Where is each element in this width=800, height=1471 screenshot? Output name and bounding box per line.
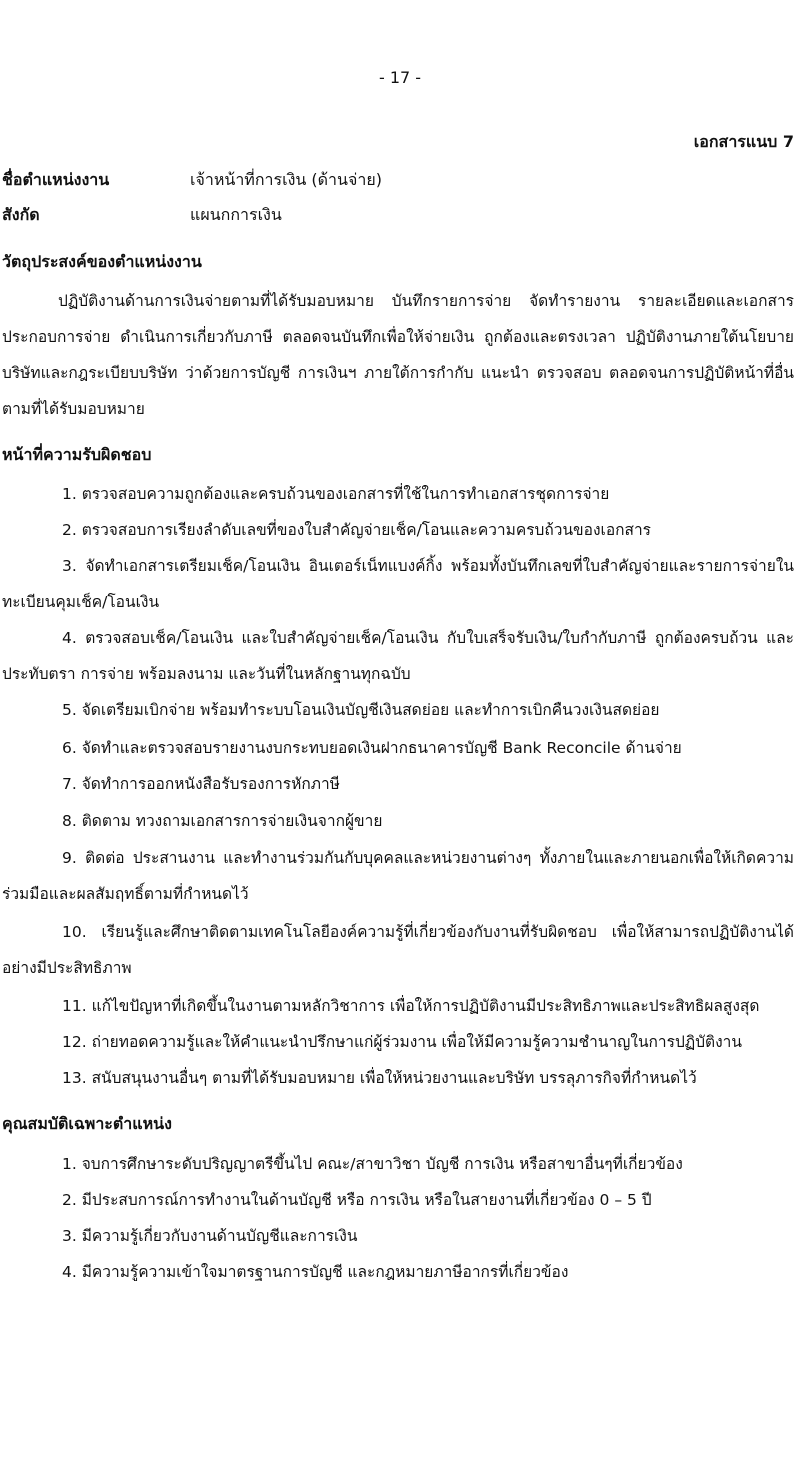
duty-item: 7. จัดทำการออกหนังสือรับรองการหักภาษี xyxy=(62,775,340,793)
duty-item: 11. แก้ไขปัญหาที่เกิดขึ้นในงานตามหลักวิชาการ เพื่อให้การปฏิบัติงานมีประสิทธิภาพและประสิทธิผลสูงสุด xyxy=(62,997,760,1015)
qualification-item: 2. มีประสบการณ์การทำงานในด้านบัญชี หรือ การเงิน หรือในสายงานที่เกี่ยวข้อง 0 – 5 ปี xyxy=(62,1191,652,1209)
department-label: สังกัด xyxy=(2,205,40,224)
duty-item: 2. ตรวจสอบการเรียงลำดับเลขที่ของใบสำคัญจ่ายเช็ค/โอนและความครบถ้วนของเอกสาร xyxy=(62,521,652,539)
duties-heading: หน้าที่ความรับผิดชอบ xyxy=(2,445,152,464)
duty-item: 3. จัดทำเอกสารเตรียมเช็ค/โอนเงิน อินเตอร์เน็ทแบงค์กิ้ง พร้อมทั้งบันทึกเลขที่ใบสำคัญจ่ายและรายการจ่ายในทะเบียนคุมเช็ค/โอนเงิน xyxy=(2,557,794,611)
position-title-label: ชื่อตำแหน่งงาน xyxy=(2,170,110,189)
duty-item: 9. ติดต่อ ประสานงาน และทำงานร่วมกันกับบุคคลและหน่วยงานต่างๆ ทั้งภายในและภายนอกเพื่อให้เกิดความร่วมมือและผลสัมฤทธิ์ตามที่กำหนดไว้ xyxy=(2,849,794,903)
duty-item: 8. ติดตาม ทวงถามเอกสารการจ่ายเงินจากผู้ขาย xyxy=(62,812,383,830)
duty-item: 12. ถ่ายทอดความรู้และให้คำแนะนำปรึกษาแก่ผู้ร่วมงาน เพื่อให้มีความรู้ความชำนาญในการปฏิบัติงาน xyxy=(62,1033,742,1051)
attachment-label: เอกสารแนบ 7 xyxy=(693,132,794,151)
qualifications-heading: คุณสมบัติเฉพาะตำแหน่ง xyxy=(2,1114,172,1133)
qualification-item: 3. มีความรู้เกี่ยวกับงานด้านบัญชีและการเงิน xyxy=(62,1227,358,1245)
duty-item: 5. จัดเตรียมเบิกจ่าย พร้อมทำระบบโอนเงินบัญชีเงินสดย่อย และทำการเบิกคืนวงเงินสดย่อย xyxy=(62,701,660,719)
duty-item: 6. จัดทำและตรวจสอบรายงานงบกระทบยอดเงินฝากธนาคารบัญชี Bank Reconcile ด้านจ่าย xyxy=(62,739,682,757)
objective-heading: วัตถุประสงค์ของตำแหน่งงาน xyxy=(2,252,202,271)
position-title-value: เจ้าหน้าที่การเงิน (ด้านจ่าย) xyxy=(190,170,382,189)
duty-item: 1. ตรวจสอบความถูกต้องและครบถ้วนของเอกสารที่ใช้ในการทำเอกสารชุดการจ่าย xyxy=(62,485,610,503)
duty-item: 13. สนับสนุนงานอื่นๆ ตามที่ได้รับมอบหมาย เพื่อให้หน่วยงานและบริษัท บรรลุภารกิจที่กำหนดไว้ xyxy=(62,1069,697,1087)
duty-item: 10. เรียนรู้และศึกษาติดตามเทคโนโลยีองค์ความรู้ที่เกี่ยวข้องกับงานที่รับผิดชอบ เพื่อให้สามารถปฏิบัติงานได้อย่างมีประสิทธิภาพ xyxy=(2,923,794,977)
duty-item: 4. ตรวจสอบเช็ค/โอนเงิน และใบสำคัญจ่ายเช็ค/โอนเงิน กับใบเสร็จรับเงิน/ใบกำกับภาษี ถูกต้องครบถ้วน และประทับตรา การจ่าย พร้อมลงนาม และวันที่ในหลักฐานทุกฉบับ xyxy=(2,629,794,683)
qualification-item: 1. จบการศึกษาระดับปริญญาตรีขึ้นไป คณะ/สาขาวิชา บัญชี การเงิน หรือสาขาอื่นๆที่เกี่ยวข้อง xyxy=(62,1155,683,1173)
objective-text: ปฏิบัติงานด้านการเงินจ่ายตามที่ได้รับมอบหมาย บันทึกรายการจ่าย จัดทำรายงาน รายละเอียดและเอกสารประกอบการจ่าย ดำเนินการเกี่ยวกับภาษี ตลอดจนบันทึกเพื่อให้จ่ายเงิน ถูกต้องและตรงเวลา ปฏิบัติงานภายใต้นโยบายบริษัทและกฎระเบียบบริษัท ว่าด้วยการบัญชี การเงินฯ ภายใต้การกำกับ แนะนำ ตรวจสอบ ตลอดจนการปฏิบัติหน้าที่อื่นตามที่ได้รับมอบหมาย xyxy=(2,292,794,418)
department-value: แผนกการเงิน xyxy=(190,205,282,224)
qualification-item: 4. มีความรู้ความเข้าใจมาตรฐานการบัญชี และกฎหมายภาษีอากรที่เกี่ยวข้อง xyxy=(62,1263,569,1281)
page-number: - 17 - xyxy=(378,68,422,87)
